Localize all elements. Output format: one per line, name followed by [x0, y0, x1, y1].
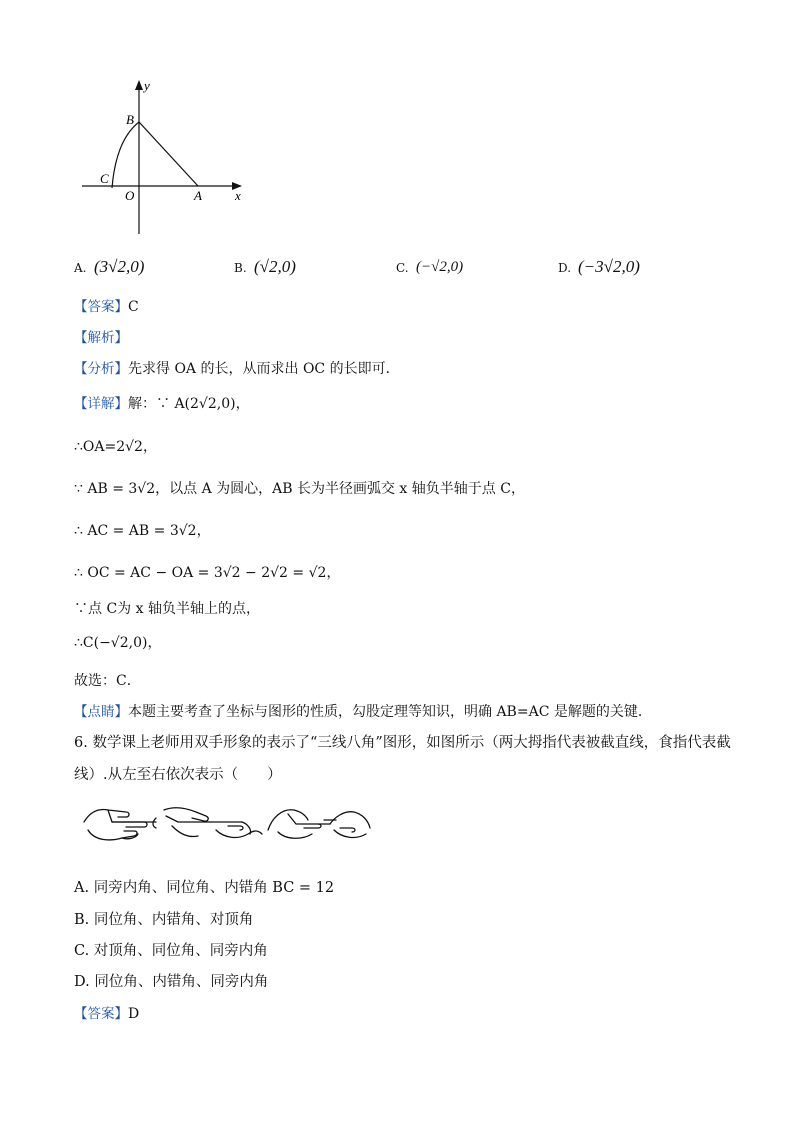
option-d-value: (−3√2,0): [578, 257, 640, 276]
fenxi-line: [74, 359, 400, 379]
xiangjie-tag: 【详解】: [74, 396, 128, 412]
fenxi-tag: 【分析】: [74, 361, 128, 377]
option-c-letter: C.: [396, 261, 409, 275]
dianjing-tag: 【点睛】: [74, 704, 128, 720]
step-line: ∴C(−√2,0)，: [74, 635, 162, 651]
q6-option-a: A. 同旁内角、同位角、内错角 BC = 12: [74, 880, 335, 896]
option-a-letter: A.: [74, 261, 87, 275]
option-c-value: (−√2,0): [416, 259, 464, 275]
label-y: y: [144, 78, 150, 93]
step-line: 故选：C．: [74, 673, 141, 689]
hands-figure: [82, 800, 372, 850]
analysis-tag: 【解析】: [74, 330, 128, 346]
label-b: B: [126, 112, 134, 127]
label-c: C: [100, 171, 109, 186]
hands-pair-1: [84, 810, 156, 840]
q6-option-d: D. 同位角、内错角、同旁内角: [74, 974, 269, 990]
step-line: ∴ AC = AB = 3√2，: [74, 523, 211, 539]
q6-option-b: B. 同位角、内错角、对顶角: [74, 912, 254, 928]
step-line: ∴OA=2√2，: [74, 439, 157, 455]
answer-5: [74, 297, 139, 317]
answer-value: C: [128, 299, 139, 315]
xiangjie-text: 解：∵ A(2√2,0)，: [128, 396, 250, 412]
analysis-heading: [74, 328, 128, 348]
option-a-value: (3√2,0): [94, 257, 145, 276]
hands-pair-2: [164, 808, 262, 838]
question-6-line-2: 线）.从左至右依次表示（ ）: [74, 767, 282, 783]
segment-ab: [139, 122, 198, 186]
question-6-line-1: 6. 数学课上老师用双手形象的表示了“三线八角”图形，如图所示（两大拇指代表被截直线，食指代表截: [74, 735, 731, 751]
dianjing-text: 本题主要考查了坐标与图形的性质，勾股定理等知识，明确 AB=AC 是解题的关键．: [128, 704, 652, 720]
label-a: A: [194, 188, 202, 203]
fenxi-text: 先求得 OA 的长，从而求出 OC 的长即可．: [128, 361, 400, 377]
xiangjie-line: [74, 394, 250, 414]
step-line: ∴ OC = AC − OA = 3√2 − 2√2 = √2，: [74, 565, 341, 581]
label-o: O: [125, 188, 135, 203]
arc-bc: [112, 122, 139, 188]
hands-pair-3: [268, 810, 370, 839]
step-line: ∵点 C为 x 轴负半轴上的点，: [74, 601, 260, 617]
q6-option-c: C. 对顶角、同位角、同旁内角: [74, 943, 268, 959]
answer-value: D: [128, 1006, 140, 1022]
dianjing-line: [74, 702, 652, 722]
answer-6: [74, 1004, 139, 1024]
label-x: x: [235, 188, 241, 203]
coordinate-figure: [70, 76, 260, 241]
step-line: ∵ AB = 3√2，以点 A 为圆心，AB 长为半径画弧交 x 轴负半轴于点 C，: [74, 481, 525, 497]
answer-tag: 【答案】: [74, 299, 128, 315]
answer-tag: 【答案】: [74, 1006, 128, 1022]
option-d-letter: D.: [558, 261, 572, 275]
option-b-value: (√2,0): [254, 257, 296, 276]
option-b-letter: B.: [234, 261, 247, 275]
y-axis-arrow: [135, 80, 143, 90]
